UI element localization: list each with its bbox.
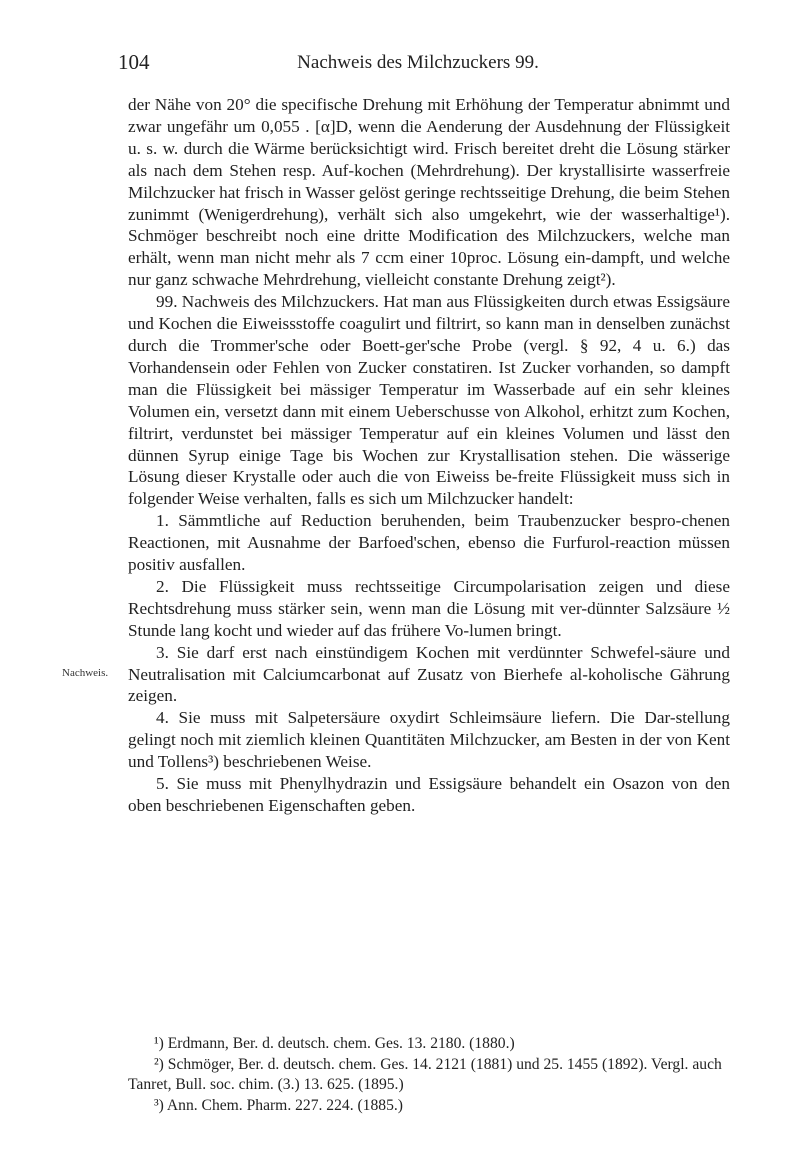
footnote: ²) Schmöger, Ber. d. deutsch. chem. Ges. 14. 2121 (1881) und 25. 1455 (1892). Vergl. auch Tanret, Bull. soc. chim. (3.) 13. 625. (1895.) — [128, 1055, 722, 1093]
footnote: ³) Ann. Chem. Pharm. 227. 224. (1885.) — [154, 1096, 403, 1114]
margin-note: Nachweis. — [62, 667, 109, 679]
paragraph: der Nähe von 20° die specifische Drehung mit Erhöhung der Temperatur abnimmt und zwar ungefähr um 0,055 . [α]D, wenn die Aenderung der Ausdehnung der Flüssigkeit u. s. w. durch die Wärme berücksichtigt wird. Frisch bereitet dreht die Lösung stärker als nach dem Stehen resp. Auf-kochen (Mehrdrehung). Der krystallisirte wasserfreie Milchzucker hat frisch in Wasser gelöst geringe rechtsseitige Drehung, die beim Stehen zunimmt (Wenigerdrehung), verhält sich also umgekehrt, wie der wasserhaltige¹). Schmöger beschreibt noch eine dritte Modification des Milchzuckers, welche man erhält, wenn man nicht mehr als 7 ccm einer 10proc. Lösung ein-dampft, und welche nur ganz schwache Mehrdrehung, vielleicht constante Drehung zeigt²). — [128, 95, 730, 290]
page-number: 104 — [118, 50, 150, 74]
footnote: ¹) Erdmann, Ber. d. deutsch. chem. Ges. 13. 2180. (1880.) — [154, 1035, 515, 1052]
body-text — [128, 94, 730, 817]
list-item: 4. Sie muss mit Salpetersäure oxydirt Schleimsäure liefern. Die Dar-stellung gelingt noch mit ziemlich kleinen Quantitäten Milchzucker, am Besten in der von Kent und Tollens³) beschriebenen Weise. — [128, 708, 730, 772]
list-item: 2. Die Flüssigkeit muss rechtsseitige Circumpolarisation zeigen und diese Rechtsdrehung muss stärker sein, wenn man die Lösung mit ver-dünnter Salzsäure ½ Stunde lang kocht und wieder auf das frühere Vo-lumen bringt. — [128, 576, 730, 640]
footnotes — [128, 1034, 730, 1116]
page-header — [118, 50, 718, 80]
running-title: Nachweis des Milchzuckers 99. — [297, 52, 539, 73]
list-item: 1. Sämmtliche auf Reduction beruhenden, beim Traubenzucker bespro-chenen Reactionen, mit Ausnahme der Barfoed'schen, ebenso die Furfurol-reaction müssen positiv ausfallen. — [128, 511, 730, 575]
list-item: 3. Sie darf erst nach einstündigem Kochen mit verdünnter Schwefel-säure und Neutralisation mit Calciumcarbonat auf Zusatz von Bierhefe al-koholische Gährung zeigen. — [128, 642, 730, 706]
paragraph-section-99: 99. Nachweis des Milchzuckers. Hat man aus Flüssigkeiten durch etwas Essigsäure und Kochen die Eiweissstoffe coagulirt und filtrirt, so kann man in denselben zunächst durch die Trommer'sche oder Boett-ger'sche Probe (vergl. § 92, 4 u. 6.) das Vorhandensein oder Fehlen von Zucker constatiren. Ist Zucker vorhanden, so dampft man die Flüssigkeit bei mässiger Temperatur im Wasserbade auf ein sehr kleines Volumen ein, versetzt dann mit einem Ueberschusse von Alkohol, erhitzt zum Kochen, filtrirt, verdunstet bei mässiger Temperatur auf ein kleines Volumen und lässt den dünnen Syrup einige Tage bis Wochen zur Krystallisation stehen. Die wässerige Lösung dieser Krystalle oder auch die von Eiweiss be-freite Flüssigkeit muss sich in folgender Weise verhalten, falls es sich um Milchzucker handelt: — [128, 292, 730, 509]
list-item: 5. Sie muss mit Phenylhydrazin und Essigsäure behandelt ein Osazon von den oben beschriebenen Eigenschaften geben. — [128, 774, 730, 815]
